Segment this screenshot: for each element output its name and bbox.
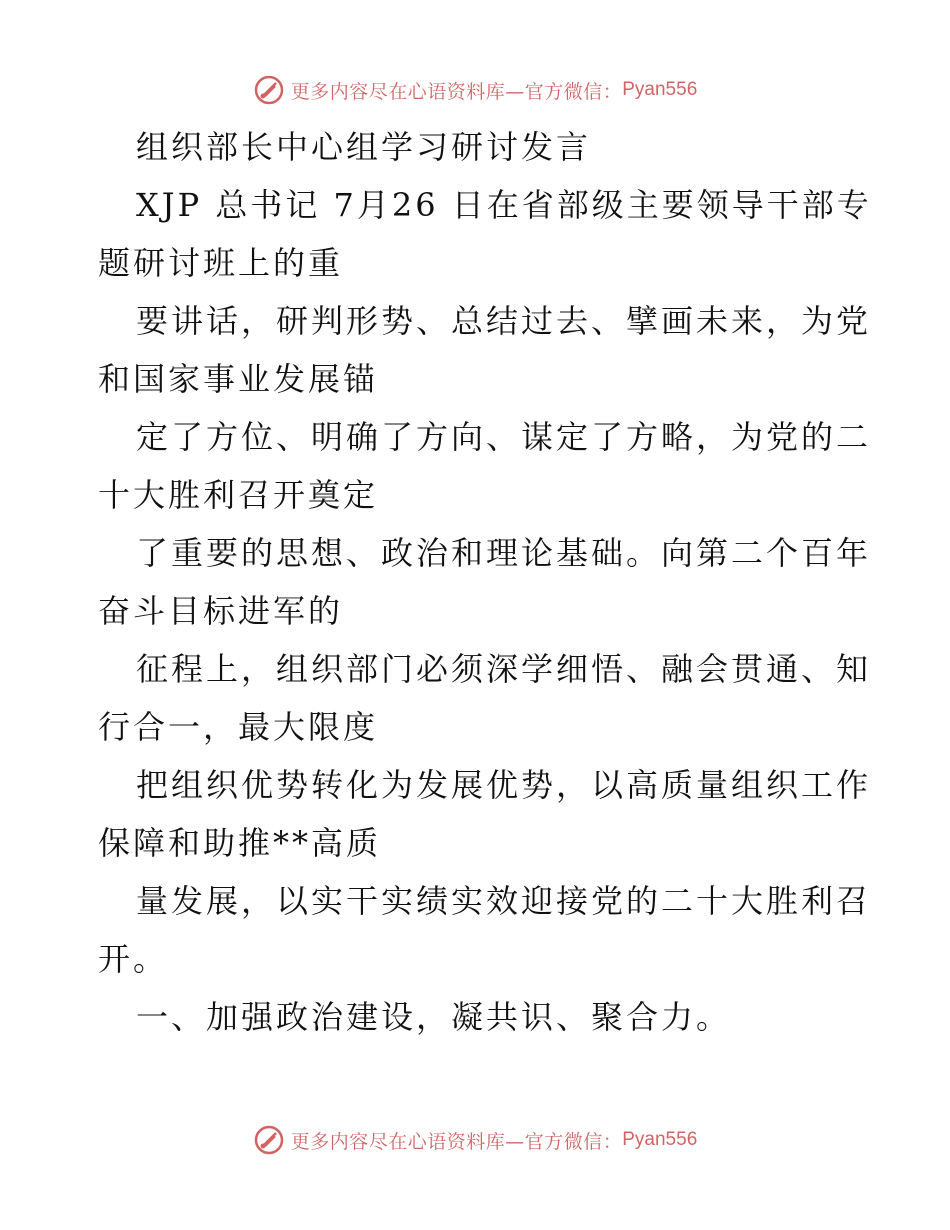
quill-logo-icon (253, 74, 285, 106)
header-watermark (0, 70, 950, 110)
watermark-wechat-id: Pyan556 (622, 79, 698, 100)
quill-logo-icon (253, 1124, 285, 1156)
text-line: 量发展，以实干实绩实效迎接党的二十大胜利召 (136, 882, 872, 920)
watermark-wechat-id: Pyan556 (622, 1129, 698, 1150)
watermark-text: 更多内容尽在心语资料库—官方微信： (290, 80, 623, 103)
text-line: 定了方位、明确了方向、谋定了方略，为党的二 (136, 418, 872, 456)
document-body (98, 118, 872, 1046)
text-line: 要讲话，研判形势、总结过去、擘画未来，为党 (136, 302, 872, 340)
text-line: 了重要的思想、政治和理论基础。向第二个百年 (136, 534, 872, 572)
text-line: 开。 (98, 940, 169, 978)
text-line: 把组织优势转化为发展优势，以高质量组织工作 (136, 766, 872, 804)
text-line: 十大胜利召开奠定 (98, 476, 379, 514)
text-line: 和国家事业发展锚 (98, 360, 379, 398)
text-line: 题研讨班上的重 (98, 244, 344, 282)
footer-watermark (0, 1120, 950, 1160)
text-line: 组织部长中心组学习研讨发言 (136, 128, 592, 166)
watermark-text: 更多内容尽在心语资料库—官方微信： (290, 1130, 623, 1153)
text-line: XJP 总书记 7月26 日在省部级主要领导干部专 (136, 186, 872, 224)
text-line: 一、加强政治建设，凝共识、聚合力。 (136, 998, 732, 1036)
text-line: 奋斗目标进军的 (98, 592, 344, 630)
text-line: 征程上，组织部门必须深学细悟、融会贯通、知 (136, 650, 872, 688)
text-line: 行合一，最大限度 (98, 708, 379, 746)
text-line: 保障和助推**高质 (98, 824, 382, 862)
